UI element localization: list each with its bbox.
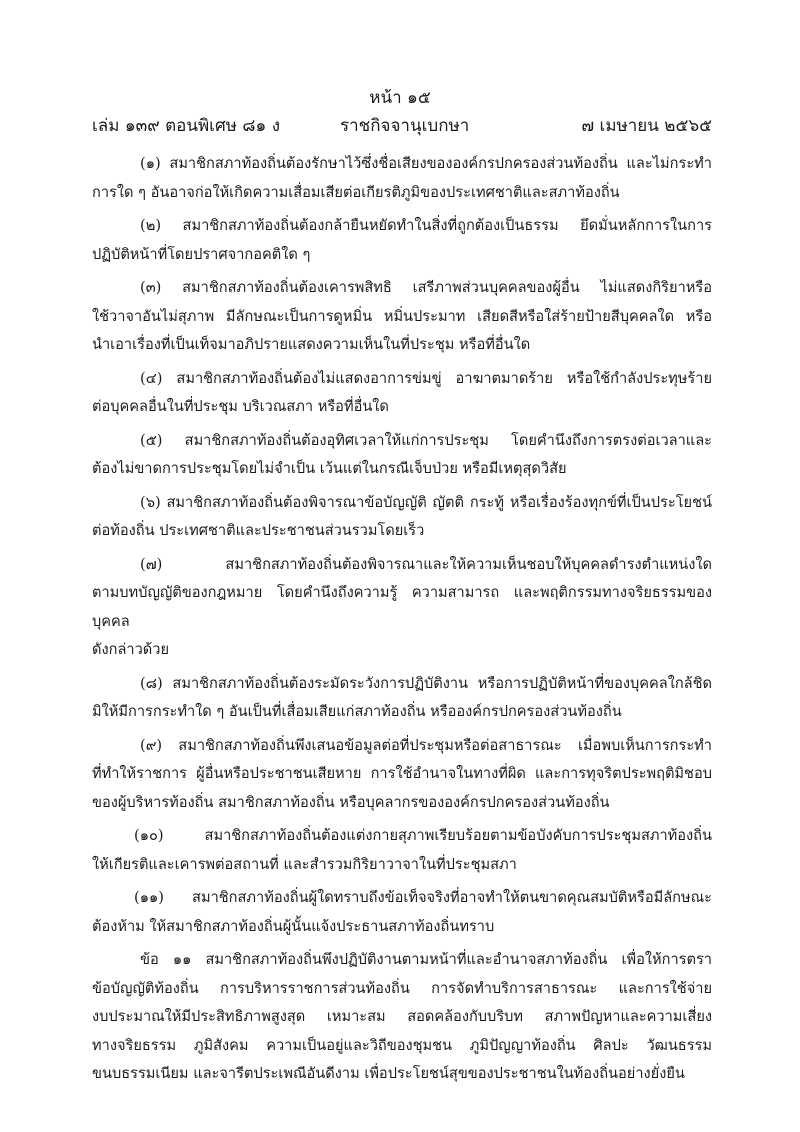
paragraph-line: (๗) สมาชิกสภาท้องถิ่นต้องพิจารณาและให้ความเห็นชอบให้บุคคลดำรงตำแหน่งใด xyxy=(140,555,712,573)
paragraph xyxy=(92,670,712,727)
paragraph xyxy=(92,946,712,1089)
paragraph xyxy=(92,884,712,941)
paragraph-line: การใด ๆ อันอาจก่อให้เกิดความเสื่อมเสียต่อเกียรติภูมิของประเทศชาติและสภาท้องถิ่น xyxy=(92,183,620,201)
paragraph-line: งบประมาณให้มีประสิทธิภาพสูงสุด เหมาะสม สอดคล้องกับบริบท สภาพปัญหาและความเสี่ยง xyxy=(92,1008,712,1025)
paragraph xyxy=(92,274,712,360)
paragraph-line: ข้อบัญญัติท้องถิ่น การบริหารราชการส่วนท้องถิ่น การจัดทำบริการสาธารณะ และการใช้จ่าย xyxy=(92,979,712,997)
paragraph-line: ต้องไม่ขาดการประชุมโดยไม่จำเป็น เว้นแต่ในกรณีเจ็บป่วย หรือมีเหตุสุดวิสัย xyxy=(92,460,567,477)
paragraph-line: (๑๐) สมาชิกสภาท้องถิ่นต้องแต่งกายสุภาพเรียบร้อยตามข้อบังคับการประชุมสภาท้องถิ่น xyxy=(134,827,712,844)
paragraph-line: (๕) สมาชิกสภาท้องถิ่นต้องอุทิศเวลาให้แก่การประชุม โดยคำนึงถึงการตรงต่อเวลาและ xyxy=(140,431,712,449)
paragraph xyxy=(92,150,712,207)
paragraph-line: ต่อท้องถิ่น ประเทศชาติและประชาชนส่วนรวมโดยเร็ว xyxy=(92,522,425,539)
paragraph-line: นำเอาเรื่องที่เป็นเท็จมาอภิปรายแสดงความเห็นในที่ประชุม หรือที่อื่นใด xyxy=(92,336,531,353)
paragraph-line: (๖) สมาชิกสภาท้องถิ่นต้องพิจารณาข้อบัญญัติ ญัตติ กระทู้ หรือเรื่องร้องทุกข์ที่เป็นประโยชน์ xyxy=(140,493,712,511)
paragraph-line: ขนบธรรมเนียม และจารีตประเพณีอันดีงาม เพื่อประโยชน์สุขของประชาชนในท้องถิ่นอย่างยั่งยืน xyxy=(92,1065,685,1082)
paragraph-line: (๒) สมาชิกสภาท้องถิ่นต้องกล้ายืนหยัดทำในสิ่งที่ถูกต้องเป็นธรรม ยึดมั่นหลักการในการ xyxy=(140,217,712,234)
paragraph-line: ข้อ ๑๑ สมาชิกสภาท้องถิ่นพึงปฏิบัติงานตามหน้าที่และอำนาจสภาท้องถิ่น เพื่อให้การตรา xyxy=(140,951,712,968)
paragraph-line: ที่ทำให้ราชการ ผู้อื่นหรือประชาชนเสียหาย การใช้อำนาจในทางที่ผิด และการทุจริตประพฤติมิชอบ xyxy=(92,765,712,782)
paragraph xyxy=(92,212,712,269)
paragraph-line: ทางจริยธรรม ภูมิสังคม ความเป็นอยู่และวิถีของชุมชน ภูมิปัญญาท้องถิ่น ศิลปะ วัฒนธรรม xyxy=(92,1036,712,1054)
gazette-header xyxy=(92,112,712,140)
publication-date: ๗ เมษายน ๒๕๖๕ xyxy=(581,116,712,136)
paragraph-line: (๔) สมาชิกสภาท้องถิ่นต้องไม่แสดงอาการข่มขู่ อาฆาตมาดร้าย หรือใช้กำลังประทุษร้าย xyxy=(140,369,712,387)
paragraph xyxy=(92,427,712,484)
paragraph-line: (๙) สมาชิกสภาท้องถิ่นพึงเสนอข้อมูลต่อที่ประชุมหรือต่อสาธารณะ เมื่อพบเห็นการกระทำ xyxy=(140,736,712,754)
volume-issue: เล่ม ๑๓๙ ตอนพิเศษ ๘๑ ง xyxy=(92,116,281,136)
paragraph-line: ของผู้บริหารท้องถิ่น สมาชิกสภาท้องถิ่น หรือบุคลากรขององค์กรปกครองส่วนท้องถิ่น xyxy=(92,793,610,811)
paragraph-line: ต่อบุคคลอื่นในที่ประชุม บริเวณสภา หรือที่อื่นใด xyxy=(92,398,389,415)
paragraph xyxy=(92,732,712,818)
paragraph-line: ดังกล่าวด้วย xyxy=(92,641,169,658)
paragraph-line: ตามบทบัญญัติของกฎหมาย โดยคำนึงถึงความรู้ ความสามารถ และพฤติกรรมทางจริยธรรมของบุคคล xyxy=(92,584,712,630)
paragraph-line: ใช้วาจาอันไม่สุภาพ มีลักษณะเป็นการดูหมิ่น หมิ่นประมาท เสียดสีหรือใส่ร้ายป้ายสีบุคคลใด หรือ xyxy=(92,307,712,325)
paragraph-line: ต้องห้าม ให้สมาชิกสภาท้องถิ่นผู้นั้นแจ้งประธานสภาท้องถิ่นทราบ xyxy=(92,917,495,935)
paragraph-line: (๑๑) สมาชิกสภาท้องถิ่นผู้ใดทราบถึงข้อเท็จจริงที่อาจทำให้ตนขาดคุณสมบัติหรือมีลักษณะ xyxy=(134,889,712,906)
paragraph-line: ปฏิบัติหน้าที่โดยปราศจากอคติใด ๆ xyxy=(92,245,311,263)
paragraph xyxy=(92,551,712,665)
paragraph-line: มิให้มีการกระทำใด ๆ อันเป็นที่เสื่อมเสียแก่สภาท้องถิ่น หรือองค์กรปกครองส่วนท้องถิ่น xyxy=(92,703,622,720)
paragraph xyxy=(92,365,712,422)
gazette-name: ราชกิจจานุเบกษา xyxy=(340,116,470,136)
page-number: หน้า ๑๕ xyxy=(369,88,431,108)
paragraph-line: (๘) สมาชิกสภาท้องถิ่นต้องระมัดระวังการปฏิบัติงาน หรือการปฏิบัติหน้าที่ของบุคคลใกล้ชิด xyxy=(140,674,712,692)
paragraph xyxy=(92,489,712,546)
paragraph-line: (๓) สมาชิกสภาท้องถิ่นต้องเคารพสิทธิ เสรีภาพส่วนบุคคลของผู้อื่น ไม่แสดงกิริยาหรือ xyxy=(140,279,712,296)
paragraph xyxy=(92,822,712,879)
paragraph-line: ให้เกียรติและเคารพต่อสถานที่ และสำรวมกิริยาวาจาในที่ประชุมสภา xyxy=(92,855,517,873)
paragraph-line: (๑) สมาชิกสภาท้องถิ่นต้องรักษาไว้ซึ่งชื่อเสียงขององค์กรปกครองส่วนท้องถิ่น และไม่กระทำ xyxy=(140,155,712,172)
document-body xyxy=(92,150,712,1094)
